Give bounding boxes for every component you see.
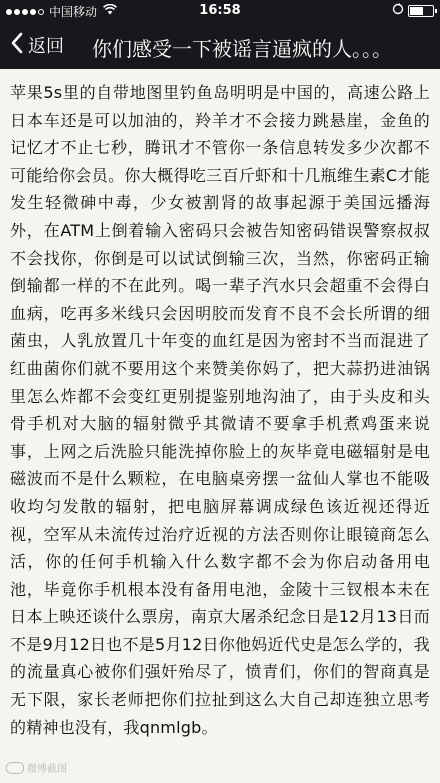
orientation-lock-icon [392,3,404,19]
article-text: 苹果5s里的自带地图里钓鱼岛明明是中国的，高速公路上日本车还是可以加油的，羚羊才不会接力跳悬崖，金鱼的记忆才不止七秒，腾讯才不管你一条信息转发多少次都不可能给你会员。你大概得吃三百斤虾和十几瓶维生素C才能发生轻微砷中毒，少女被割肾的故事起源于美国远播海外，在ATM上倒着输入密码只会被告知密码错误警察叔叔不会找你，你倒是可以试试倒输三次，当然，你密码正输倒输都一样的不在此列。喝一辈子汽水只会超重不会得白血病，吃再多米线只会因明胶而发育不良不会长所谓的细菌虫，人乳放置几十年变的血红是因为密封不当而混进了红曲菌你们就不要用这个来赞美你妈了，把大蒜扔进油锅里怎么炸都不会变红更别提鉴别地沟油了，由于头皮和头骨手机对大脑的辐射微乎其微请不要拿手机煮鸡蛋来说事，上网之后洗脸只能洗掉你脸上的灰毕竟电磁辐射是电磁波而不是什么颗粒，在电脑桌旁摆一盆仙人掌也不能吸收均匀发散的辐射，把电脑屏幕调成绿色该近视还得近视，空军从未流传过治疗近视的方法否则你让眼镜商怎么活，你的任何手机输入什么数字都不会为你启动备用电池，毕竟你手机根本没有备用电池，金陵十三钗根本未在日本上映还谈什么票房，南京大屠杀纪念日是12月13日而不是9月12日也不是5月12日你他妈近代史是怎么学的，我的流量真心被你们强奸殆尽了，愤青们，你们的智商真是无下限，家长老师把你们拉扯到这么大自己却连独立思考的精神也没有，我qnmlgb。 [10,83,430,737]
chevron-left-icon [10,32,24,58]
navigation-bar [0,22,440,69]
weibo-logo-icon [6,762,24,774]
watermark [6,760,67,775]
page-title: 你们感受一下被谣言逼疯的人。。。 [92,37,392,61]
carrier-name: 中国移动 [49,5,98,19]
back-label: 返回 [28,36,64,57]
status-bar [0,0,440,22]
content-area[interactable] [0,69,440,783]
status-right [392,3,434,19]
watermark-text: 微博截图 [27,764,67,775]
back-button[interactable] [10,32,64,58]
status-time: 16:58 [199,3,241,18]
battery-level [410,7,423,15]
battery-icon [408,5,434,17]
